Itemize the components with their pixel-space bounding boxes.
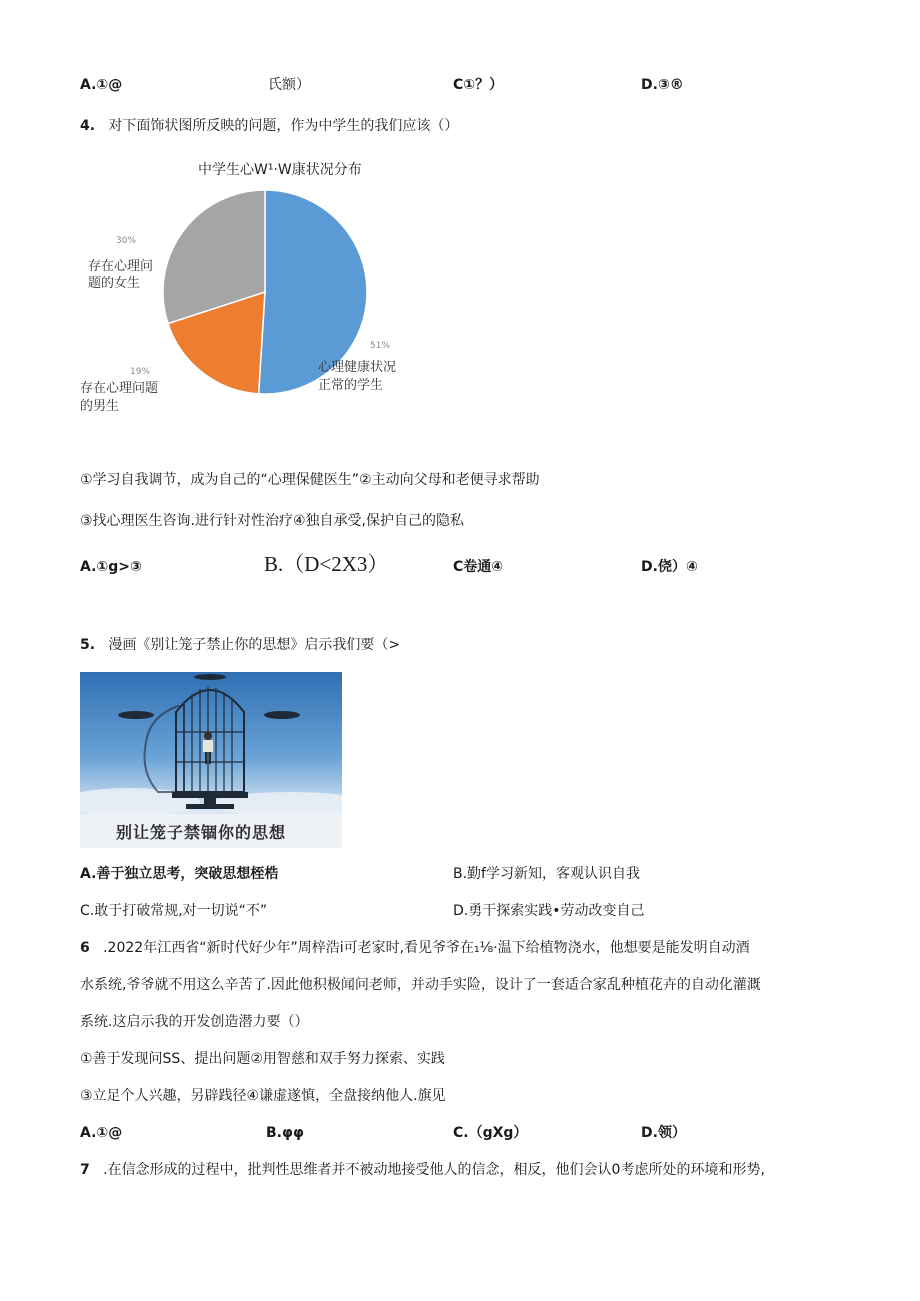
q5-option-a	[80, 864, 278, 884]
q5-stem-text: 漫画《别让笼子禁止你的思想》启示我们要（>	[108, 637, 401, 653]
q4-option-d: D.侥）④	[641, 559, 698, 575]
q4-number: 4.	[80, 118, 96, 134]
q6-statement-2: ③立足个人兴趣，另辟践径④谦虚遂慎，全盘接纳他人.旗见	[80, 1088, 446, 1104]
q6-option-a: A.①@	[80, 1125, 123, 1141]
pct-label-girls: 30%	[116, 236, 137, 246]
q5-option-b-text: B.勤f学习新知，客观认识自我	[453, 866, 640, 882]
q6-option-c: C.（gXg）	[453, 1125, 528, 1141]
slice-label-boys-line1: 存在心理问题	[80, 381, 159, 396]
q5-option-a-text: A.善于独立思考，突破思想桎梏	[80, 866, 279, 882]
cartoon-caption-bar	[80, 814, 342, 848]
pct-label-boys: 19%	[130, 367, 151, 377]
q4-option-a: A.①g>③	[80, 559, 142, 575]
q6-statement-1: ①善于发现问SS、提出问题②用智慈和双手努力探索、实践	[80, 1051, 445, 1067]
q5-number: 5.	[80, 637, 96, 653]
q4-option-c: C卷通④	[453, 559, 504, 575]
q6-number: 6	[80, 940, 90, 956]
q6-stem-line-3: 系统.这启示我的开发创造潜力要（）	[80, 1014, 309, 1030]
q7-stem-text: .在信念形成的过程中，批判性思维者并不被动地接受他人的信念，相反，他们会认0考虑所处的环境和形势,	[103, 1162, 765, 1178]
q4-statement-2: ③找心理医生咨询.进行针对性治疗④独自承受,保护自己的隐私	[80, 513, 465, 529]
q3-option-b: 氏额）	[268, 77, 310, 93]
slice-label-boys-line2: 的男生	[80, 399, 120, 414]
slice-label-normal-line1: 心理健康状况	[318, 360, 397, 375]
q3-option-d: D.③®	[641, 77, 684, 93]
pct-label-normal: 51%	[370, 341, 391, 351]
q7-number: 7	[80, 1162, 90, 1178]
q5-option-c	[80, 901, 267, 921]
q5-option-b	[453, 864, 640, 884]
cartoon-caption: 别让笼子禁锢你的思想	[116, 823, 287, 842]
cartoon-image	[80, 672, 342, 848]
pie-chart	[76, 150, 436, 430]
slice-label-normal-line2: 正常的学生	[318, 378, 384, 393]
q4-statement-1: ①学习自我调节，成为自己的“心理保健医生”②主动向父母和老便寻求帮助	[80, 472, 540, 488]
q7-stem	[80, 1160, 765, 1180]
q5-option-d-text: D.勇干探索实践•劳动改变自己	[453, 903, 645, 919]
q6-stem-line-2: 水系统,爷爷就不用这么辛苦了.因此他积极闻问老师，并动手实险，设计了一套适合家乱种植花卉的自动化灌溉	[80, 977, 761, 993]
q3-option-a: A.①@	[80, 77, 123, 93]
q4-stem-text: 对下面饰状图所反映的问题，作为中学生的我们应该（）	[108, 118, 459, 134]
q5-stem	[80, 635, 400, 655]
slice-label-girls-line1: 存在心理问	[88, 259, 154, 274]
q6-option-b: B.φφ	[266, 1125, 304, 1141]
q4-stem	[80, 116, 458, 136]
q5-option-d	[453, 901, 645, 921]
q6-option-d: D.领）	[641, 1125, 686, 1141]
q5-option-c-text: C.敢于打破常规,对一切说“不”	[80, 903, 268, 919]
chart-title: 中学生心W¹·W康状况分布	[198, 162, 362, 178]
slice-label-girls-line2: 题的女生	[88, 276, 141, 291]
q6-stem-line-1	[80, 938, 750, 958]
q6-stem-text-1: .2022年江西省“新时代好少年”周梓浩i可老家时,看见爷爷在₁⅛·温下给植物浇水，他想要是能发明自动酒	[103, 940, 750, 956]
q4-option-b: B.（D<2X3）	[264, 552, 389, 576]
q3-option-c: C①？）	[453, 77, 504, 93]
